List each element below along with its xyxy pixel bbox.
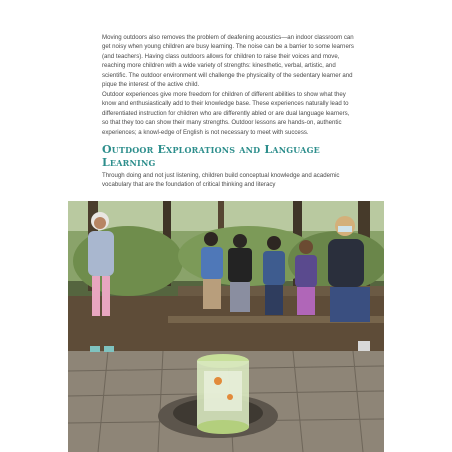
paragraph-acoustics: Moving outdoors also removes the problem of deafening acoustics—an indoor classroom can get noisy when young children are busy learning. The noise can be a barrier to some learners (and teachers). Having class outdoors allows for children to raise their voices and move, reaching more children with a wide variety of strengths: kinesthetic, verbal, artistic, and scientific. The outdoor environment will challenge the physicality of the sedentary learner and pique the interest of the active child. bbox=[102, 34, 354, 89]
section-heading: Outdoor Explorations and Language Learning bbox=[102, 142, 320, 169]
outdoor-classroom-photo bbox=[68, 201, 384, 452]
paragraph-freedom: Outdoor experiences give more freedom for children of different abilities to show what they know and enthusiastically add to their knowledge base. These experiences naturally lead to differentiated instruction for children who are differently abled or are dual language learners, so that they too can show their many strengths. Outdoor lessons are hands-on, authentic experiences; a knowl-edge of English is not necessary to meet with success. bbox=[102, 90, 350, 136]
photo-illustration bbox=[68, 201, 384, 452]
body-text-block bbox=[102, 33, 354, 190]
butterfly-habitat bbox=[197, 354, 249, 434]
section-intro-paragraph: Through doing and not just listening, children build conceptual knowledge and academic vocabulary that are the foundation of critical thinking and literacy bbox=[102, 171, 340, 189]
